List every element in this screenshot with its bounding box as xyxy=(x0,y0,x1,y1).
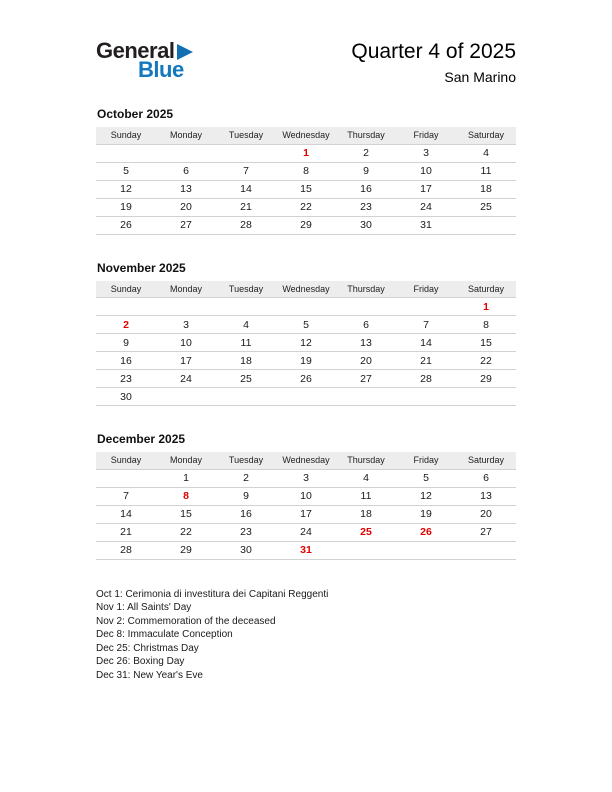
weekday-header: Thursday xyxy=(336,127,396,144)
empty-day-cell xyxy=(336,388,396,406)
empty-day-cell xyxy=(216,388,276,406)
weekday-header: Monday xyxy=(156,281,216,298)
week-row xyxy=(96,334,516,352)
day-cell: 26 xyxy=(396,523,456,541)
day-cell: 24 xyxy=(156,370,216,388)
week-row xyxy=(96,370,516,388)
day-cell: 8 xyxy=(276,162,336,180)
empty-day-cell xyxy=(456,541,516,559)
week-row xyxy=(96,505,516,523)
general-blue-logo xyxy=(96,40,194,81)
weekday-header: Thursday xyxy=(336,452,396,469)
weekday-header: Sunday xyxy=(96,127,156,144)
month-calendar-november-2025 xyxy=(96,261,516,407)
day-cell: 4 xyxy=(336,469,396,487)
week-row xyxy=(96,180,516,198)
day-cell: 30 xyxy=(336,216,396,234)
day-cell: 26 xyxy=(276,370,336,388)
day-cell: 22 xyxy=(156,523,216,541)
day-cell: 10 xyxy=(276,487,336,505)
holiday-notes-list xyxy=(96,588,516,683)
weekday-header: Friday xyxy=(396,452,456,469)
month-grid xyxy=(96,281,516,407)
day-cell: 17 xyxy=(396,180,456,198)
month-calendar-october-2025 xyxy=(96,107,516,235)
week-row xyxy=(96,487,516,505)
empty-day-cell xyxy=(336,298,396,316)
day-cell: 7 xyxy=(216,162,276,180)
day-cell: 29 xyxy=(456,370,516,388)
day-cell: 18 xyxy=(216,352,276,370)
logo-text-general: General xyxy=(96,38,175,63)
day-cell: 15 xyxy=(276,180,336,198)
day-cell: 28 xyxy=(216,216,276,234)
day-cell: 23 xyxy=(336,198,396,216)
day-cell: 4 xyxy=(216,316,276,334)
month-grid xyxy=(96,452,516,560)
empty-day-cell xyxy=(216,144,276,162)
day-cell: 5 xyxy=(96,162,156,180)
day-cell: 15 xyxy=(456,334,516,352)
day-cell: 8 xyxy=(156,487,216,505)
weekday-header: Tuesday xyxy=(216,127,276,144)
day-cell: 19 xyxy=(396,505,456,523)
day-cell: 27 xyxy=(336,370,396,388)
day-cell: 11 xyxy=(456,162,516,180)
day-cell: 19 xyxy=(96,198,156,216)
weekday-header: Friday xyxy=(396,281,456,298)
week-row xyxy=(96,523,516,541)
weekday-header: Saturday xyxy=(456,452,516,469)
logo-text-blue: Blue xyxy=(138,57,184,82)
weekday-header: Wednesday xyxy=(276,281,336,298)
weekday-header: Saturday xyxy=(456,127,516,144)
region-label: San Marino xyxy=(444,69,516,85)
day-cell: 28 xyxy=(396,370,456,388)
day-cell: 25 xyxy=(216,370,276,388)
weekday-header: Wednesday xyxy=(276,452,336,469)
day-cell: 16 xyxy=(216,505,276,523)
day-cell: 23 xyxy=(216,523,276,541)
day-cell: 20 xyxy=(156,198,216,216)
day-cell: 2 xyxy=(96,316,156,334)
empty-day-cell xyxy=(396,388,456,406)
empty-day-cell xyxy=(396,298,456,316)
weekday-header: Tuesday xyxy=(216,281,276,298)
day-cell: 31 xyxy=(276,541,336,559)
weekday-header: Friday xyxy=(396,127,456,144)
month-calendar-december-2025 xyxy=(96,432,516,560)
empty-day-cell xyxy=(156,388,216,406)
day-cell: 12 xyxy=(276,334,336,352)
day-cell: 14 xyxy=(396,334,456,352)
week-row xyxy=(96,316,516,334)
month-title: November 2025 xyxy=(97,260,186,275)
weekday-header: Saturday xyxy=(456,281,516,298)
day-cell: 5 xyxy=(276,316,336,334)
day-cell: 24 xyxy=(276,523,336,541)
day-cell: 6 xyxy=(336,316,396,334)
day-cell: 14 xyxy=(216,180,276,198)
day-cell: 3 xyxy=(156,316,216,334)
week-row xyxy=(96,198,516,216)
day-cell: 29 xyxy=(276,216,336,234)
day-cell: 25 xyxy=(336,523,396,541)
week-row xyxy=(96,144,516,162)
day-cell: 5 xyxy=(396,469,456,487)
holiday-note: Dec 26: Boxing Day xyxy=(96,656,185,667)
day-cell: 4 xyxy=(456,144,516,162)
day-cell: 23 xyxy=(96,370,156,388)
day-cell: 24 xyxy=(396,198,456,216)
holiday-note: Oct 1: Cerimonia di investitura dei Capitani Reggenti xyxy=(96,588,329,600)
month-title: October 2025 xyxy=(97,107,174,121)
empty-day-cell xyxy=(456,388,516,406)
empty-day-cell xyxy=(336,541,396,559)
day-cell: 7 xyxy=(396,316,456,334)
weekday-header-row xyxy=(96,281,516,298)
week-row xyxy=(96,388,516,406)
empty-day-cell xyxy=(396,541,456,559)
title-block xyxy=(351,40,516,85)
day-cell: 10 xyxy=(396,162,456,180)
day-cell: 30 xyxy=(216,541,276,559)
day-cell: 29 xyxy=(156,541,216,559)
empty-day-cell xyxy=(96,298,156,316)
empty-day-cell xyxy=(456,216,516,234)
weekday-header: Sunday xyxy=(96,452,156,469)
month-title: December 2025 xyxy=(97,432,186,446)
weekday-header: Sunday xyxy=(96,281,156,298)
weekday-header: Monday xyxy=(156,127,216,144)
weekday-header-row xyxy=(96,127,516,144)
month-grid xyxy=(96,127,516,235)
day-cell: 20 xyxy=(336,352,396,370)
day-cell: 31 xyxy=(396,216,456,234)
day-cell: 1 xyxy=(156,469,216,487)
page-header xyxy=(96,40,516,85)
day-cell: 19 xyxy=(276,352,336,370)
day-cell: 3 xyxy=(276,469,336,487)
day-cell: 20 xyxy=(456,505,516,523)
day-cell: 22 xyxy=(456,352,516,370)
weekday-header-row xyxy=(96,452,516,469)
weekday-header: Wednesday xyxy=(276,127,336,144)
day-cell: 22 xyxy=(276,198,336,216)
weekday-header: Monday xyxy=(156,452,216,469)
day-cell: 10 xyxy=(156,334,216,352)
day-cell: 9 xyxy=(336,162,396,180)
holiday-note: Nov 1: All Saints' Day xyxy=(96,602,192,613)
day-cell: 21 xyxy=(96,523,156,541)
empty-day-cell xyxy=(276,298,336,316)
months-container xyxy=(96,107,516,560)
day-cell: 28 xyxy=(96,541,156,559)
empty-day-cell xyxy=(96,469,156,487)
day-cell: 13 xyxy=(156,180,216,198)
day-cell: 1 xyxy=(456,298,516,316)
week-row xyxy=(96,298,516,316)
day-cell: 9 xyxy=(96,334,156,352)
empty-day-cell xyxy=(156,144,216,162)
day-cell: 6 xyxy=(456,469,516,487)
day-cell: 7 xyxy=(96,487,156,505)
day-cell: 12 xyxy=(96,180,156,198)
day-cell: 13 xyxy=(336,334,396,352)
day-cell: 3 xyxy=(396,144,456,162)
day-cell: 13 xyxy=(456,487,516,505)
holiday-note: Nov 2: Commemoration of the deceased xyxy=(96,615,276,627)
day-cell: 1 xyxy=(276,144,336,162)
day-cell: 27 xyxy=(456,523,516,541)
day-cell: 26 xyxy=(96,216,156,234)
page-title: Quarter 4 of 2025 xyxy=(351,40,516,63)
holiday-note: Dec 31: New Year's Eve xyxy=(96,669,203,681)
day-cell: 9 xyxy=(216,487,276,505)
holiday-note: Dec 8: Immaculate Conception xyxy=(96,629,233,640)
day-cell: 16 xyxy=(336,180,396,198)
day-cell: 14 xyxy=(96,505,156,523)
day-cell: 8 xyxy=(456,316,516,334)
day-cell: 2 xyxy=(216,469,276,487)
empty-day-cell xyxy=(96,144,156,162)
day-cell: 6 xyxy=(156,162,216,180)
day-cell: 21 xyxy=(216,198,276,216)
week-row xyxy=(96,352,516,370)
empty-day-cell xyxy=(276,388,336,406)
week-row xyxy=(96,541,516,559)
day-cell: 17 xyxy=(276,505,336,523)
empty-day-cell xyxy=(216,298,276,316)
day-cell: 17 xyxy=(156,352,216,370)
day-cell: 11 xyxy=(336,487,396,505)
day-cell: 12 xyxy=(396,487,456,505)
week-row xyxy=(96,469,516,487)
empty-day-cell xyxy=(156,298,216,316)
week-row xyxy=(96,216,516,234)
day-cell: 21 xyxy=(396,352,456,370)
weekday-header: Thursday xyxy=(336,281,396,298)
day-cell: 2 xyxy=(336,144,396,162)
weekday-header: Tuesday xyxy=(216,452,276,469)
day-cell: 18 xyxy=(456,180,516,198)
holiday-note: Dec 25: Christmas Day xyxy=(96,642,199,654)
week-row xyxy=(96,162,516,180)
day-cell: 15 xyxy=(156,505,216,523)
day-cell: 27 xyxy=(156,216,216,234)
day-cell: 25 xyxy=(456,198,516,216)
day-cell: 11 xyxy=(216,334,276,352)
day-cell: 30 xyxy=(96,388,156,406)
day-cell: 16 xyxy=(96,352,156,370)
day-cell: 18 xyxy=(336,505,396,523)
